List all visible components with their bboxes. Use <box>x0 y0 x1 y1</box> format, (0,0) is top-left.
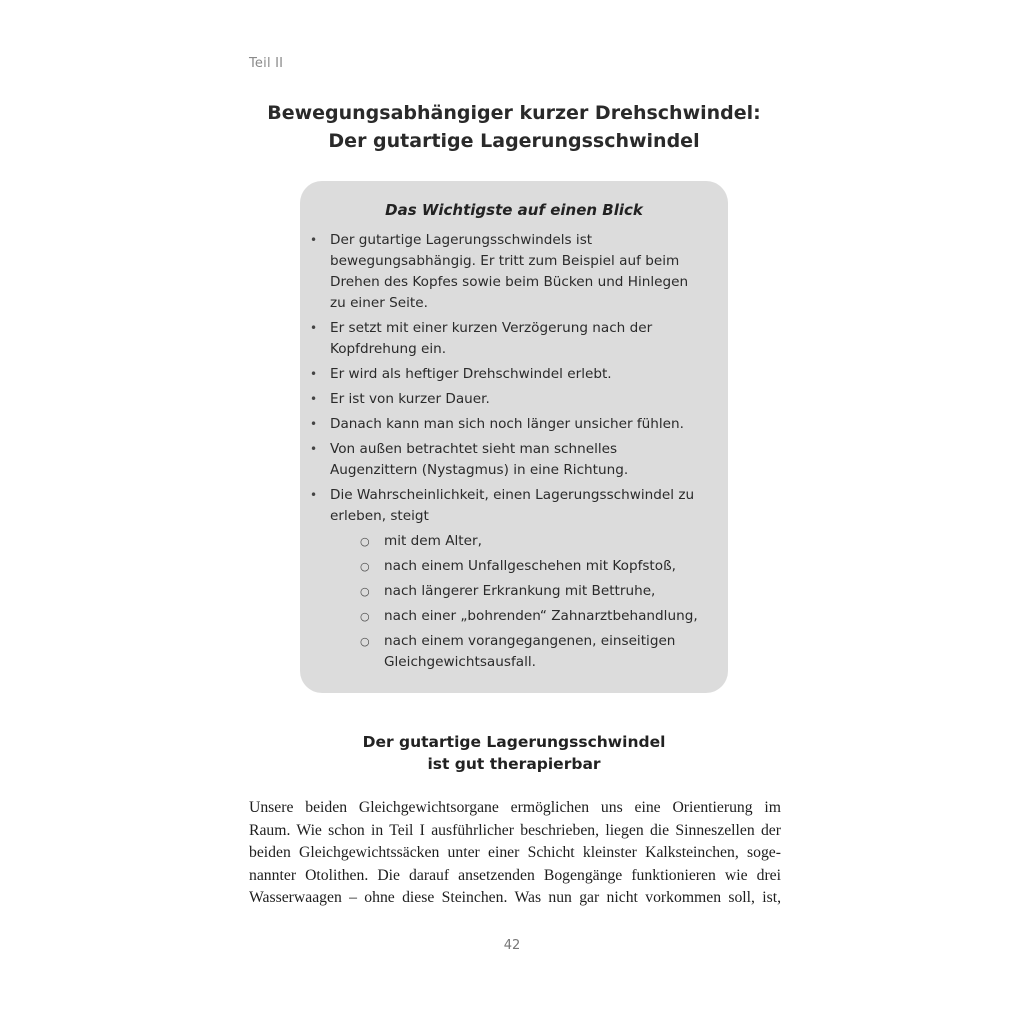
sub-bullet-item <box>330 531 706 552</box>
bullet-text: Danach kann man sich noch länger unsicher fühlen. <box>330 416 684 432</box>
sub-bullet-item <box>330 556 706 577</box>
sub-bullet-text: nach längerer Erkrankung mit Bettruhe, <box>384 583 656 599</box>
sub-bullet-text: nach einer „bohrenden“ Zahnarztbehandlung, <box>384 608 698 624</box>
body-line: Raum. Wie schon in Teil I ausführlicher beschrieben, liegen die Sinneszellen der <box>249 821 781 839</box>
chapter-title-line-1: Bewegungsabhängiger kurzer Drehschwindel: <box>267 102 761 124</box>
chapter-title <box>200 99 828 155</box>
circle-bullet-icon: ○ <box>360 635 370 648</box>
bullet-text: Er ist von kurzer Dauer. <box>330 391 490 407</box>
page-number: 42 <box>503 938 521 953</box>
body-line: beiden Gleichgewichtssäcken unter einer Schicht kleinster Kalksteinchen, soge- <box>249 844 781 861</box>
bullet-item <box>310 414 706 435</box>
bullet-icon: • <box>310 392 318 406</box>
sub-bullet-item <box>330 631 706 673</box>
bullet-item <box>310 230 706 314</box>
circle-bullet-icon: ○ <box>360 560 370 573</box>
bullet-item <box>310 485 706 673</box>
sub-bullet-text: nach einem Unfallgeschehen mit Kopfstoß, <box>384 558 676 574</box>
bullet-item <box>310 364 706 385</box>
summary-box <box>300 181 728 693</box>
bullet-icon: • <box>310 233 318 247</box>
sub-bullet-list <box>330 531 706 673</box>
section-heading-line-1: Der gutartige Lagerungsschwindel <box>362 733 666 751</box>
bullet-icon: • <box>310 367 318 381</box>
body-line: Unsere beiden Gleichgewichtsorgane ermöglichen uns eine Orientierung im <box>249 799 781 816</box>
circle-bullet-icon: ○ <box>360 585 370 598</box>
body-paragraph <box>249 797 781 910</box>
bullet-item <box>310 389 706 410</box>
bullet-text: Er setzt mit einer kurzen Verzögerung nach der Kopfdrehung ein. <box>330 320 653 357</box>
bullet-text: Der gutartige Lagerungsschwindels ist bewegungsabhängig. Er tritt zum Beispiel auf beim Drehen des Kopfes sowie beim Bücken und Hinlegen zu einer Seite. <box>330 232 689 311</box>
sub-bullet-item <box>330 606 706 627</box>
bullet-icon: • <box>310 321 318 335</box>
bullet-item <box>310 318 706 360</box>
bullet-text: Die Wahrscheinlichkeit, einen Lagerungsschwindel zu erleben, steigt <box>330 487 695 524</box>
bullet-icon: • <box>310 488 318 502</box>
bullet-text: Von außen betrachtet sieht man schnelles Augenzittern (Nystagmus) in eine Richtung. <box>330 441 629 478</box>
bullet-icon: • <box>310 442 318 456</box>
circle-bullet-icon: ○ <box>360 535 370 548</box>
sub-bullet-text: mit dem Alter, <box>384 533 482 549</box>
bullet-icon: • <box>310 417 318 431</box>
body-line: nannter Otolithen. Die darauf ansetzenden Bogengänge funktionieren wie drei <box>249 866 781 884</box>
chapter-title-line-2: Der gutartige Lagerungsschwindel <box>328 130 700 152</box>
circle-bullet-icon: ○ <box>360 610 370 623</box>
section-heading <box>200 731 828 775</box>
sub-bullet-item <box>330 581 706 602</box>
summary-bullet-list <box>310 230 706 673</box>
body-line: Wasserwaagen – ohne diese Steinchen. Was nun gar nicht vorkommen soll, ist, <box>249 889 781 906</box>
bullet-text: Er wird als heftiger Drehschwindel erlebt. <box>330 366 612 382</box>
running-head: Teil II <box>249 56 284 71</box>
bullet-item <box>310 439 706 481</box>
section-heading-line-2: ist gut therapierbar <box>427 755 601 773</box>
summary-title: Das Wichtigste auf einen Blick <box>385 201 643 219</box>
sub-bullet-text: nach einem vorangegangenen, einseitigen Gleichgewichtsausfall. <box>384 633 676 670</box>
